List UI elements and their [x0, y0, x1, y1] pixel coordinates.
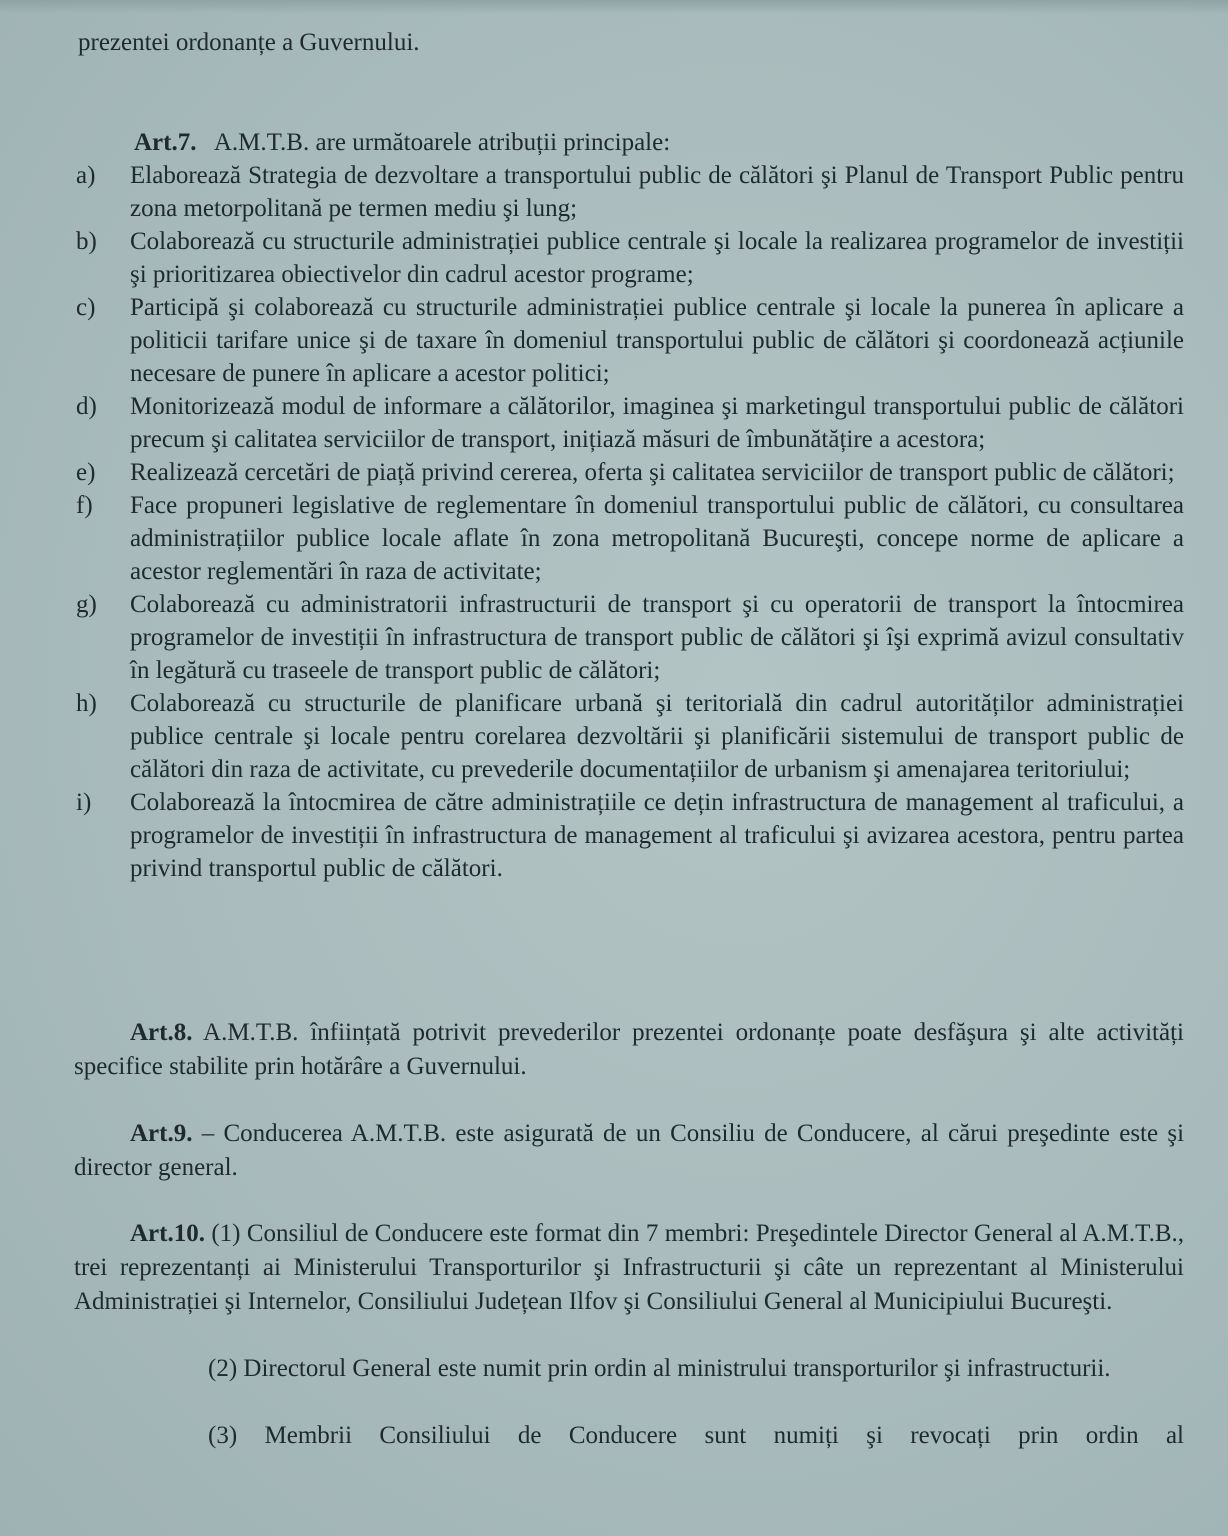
- art9-paragraph: [74, 1117, 1184, 1185]
- art7-attributions-list: [74, 159, 1184, 885]
- list-item: [74, 291, 1184, 390]
- list-item: [74, 225, 1184, 291]
- list-item-marker: a): [76, 162, 96, 189]
- list-item: [74, 489, 1184, 588]
- list-item-marker: d): [76, 393, 97, 420]
- art9-text: – Conducerea A.M.T.B. este asigurată de un Consiliu de Conducere, al cărui preşedinte este şi director general.: [74, 1120, 1185, 1181]
- art10-paragraph-3: (3) Membrii Consiliului de Conducere sunt numiți şi revocați prin ordin al: [208, 1422, 1184, 1449]
- list-item: [74, 786, 1184, 885]
- list-item-marker: e): [76, 459, 96, 486]
- art8-label: Art.8.: [130, 1019, 193, 1046]
- page-top-edge: [0, 0, 1228, 14]
- list-item-text: Elaborează Strategia de dezvoltare a transportului public de călători şi Planul de Transport Public pentru zona metorpolitană pe termen mediu şi lung;: [130, 162, 1184, 222]
- art10-paragraph-2: (2) Directorul General este numit prin ordin al ministrului transporturilor şi infrastructurii.: [208, 1355, 1111, 1382]
- art10-paragraph-1: [74, 1217, 1184, 1319]
- list-item-text: Colaborează cu structurile administrației publice centrale şi locale la realizarea programelor de investiții şi prioritizarea obiectivelor din cadrul acestor programe;: [130, 228, 1184, 288]
- list-item: [74, 687, 1184, 786]
- art8-paragraph: [74, 1016, 1184, 1084]
- list-item-text: Participă şi colaborează cu structurile administrației publice centrale şi locale la punerea în aplicare a politicii tarifare unice şi de taxare în domeniul transportului public de călători şi coordonează acțiunile necesare de punere în aplicare a acestor politici;: [130, 294, 1184, 387]
- list-item-marker: i): [76, 789, 92, 816]
- art9-label: Art.9.: [130, 1120, 193, 1147]
- list-item-marker: g): [76, 591, 97, 618]
- art10-p1-text: (1) Consiliul de Conducere este format din 7 membri: Preşedintele Director General al A.M.T.B., trei reprezentanți ai Ministerului Transporturilor şi Infrastructurii şi câte un reprezentant al Ministerului Administrației şi Internelor, Consiliului Județean Ilfov şi Consiliului General al Municipiului Bucureşti.: [74, 1220, 1184, 1315]
- art7-label: Art.7.: [134, 129, 197, 156]
- list-item: [74, 588, 1184, 687]
- list-item-text: Colaborează cu administratorii infrastructurii de transport şi cu operatorii de transport la întocmirea programelor de investiții în infrastructura de transport public de călători şi îşi exprimă avizul consultativ în legătură cu traseele de transport public de călători;: [130, 591, 1184, 684]
- art8-text: A.M.T.B. înființată potrivit prevederilor prezentei ordonanțe poate desfăşura şi alte activități specifice stabilite prin hotărâre a Guvernului.: [74, 1019, 1184, 1080]
- list-item: [74, 390, 1184, 456]
- list-item-text: Monitorizează modul de informare a călătorilor, imaginea şi marketingul transportului public de călători precum şi calitatea serviciilor de transport, inițiază măsuri de îmbunătățire a acestora;: [130, 393, 1184, 453]
- list-item-marker: f): [76, 492, 93, 519]
- continuation-line: prezentei ordonanțe a Guvernului.: [78, 29, 420, 56]
- art10-label: Art.10.: [130, 1220, 205, 1247]
- list-item-marker: h): [76, 690, 97, 717]
- list-item: [74, 159, 1184, 225]
- list-item-text: Colaborează la întocmirea de către administrațiile ce dețin infrastructura de management al traficului, a programelor de investiții în infrastructura de management al traficului şi avizarea acestora, pentru partea privind transportul public de călători.: [130, 789, 1184, 882]
- list-item-text: Colaborează cu structurile de planificare urbană şi teritorială din cadrul autorităților administrației publice centrale şi locale pentru corelarea dezvoltării şi planificării sistemului de transport public de călători din raza de activitate, cu prevederile documentațiilor de urbanism şi amenajarea teritoriului;: [130, 690, 1184, 783]
- list-item-marker: b): [76, 228, 97, 255]
- list-item-marker: c): [76, 294, 96, 321]
- list-item: [74, 456, 1184, 489]
- list-item-text: Realizează cercetări de piață privind cererea, oferta şi calitatea serviciilor de transport public de călători;: [130, 459, 1175, 486]
- art7-intro: A.M.T.B. are următoarele atribuții principale:: [213, 129, 671, 156]
- art7-heading: [134, 126, 670, 159]
- list-item-text: Face propuneri legislative de reglementare în domeniul transportului public de călători, cu consultarea administrațiilor publice locale aflate în zona metropolitană Bucureşti, concepe norme de aplicare a acestor reglementări în raza de activitate;: [130, 492, 1184, 585]
